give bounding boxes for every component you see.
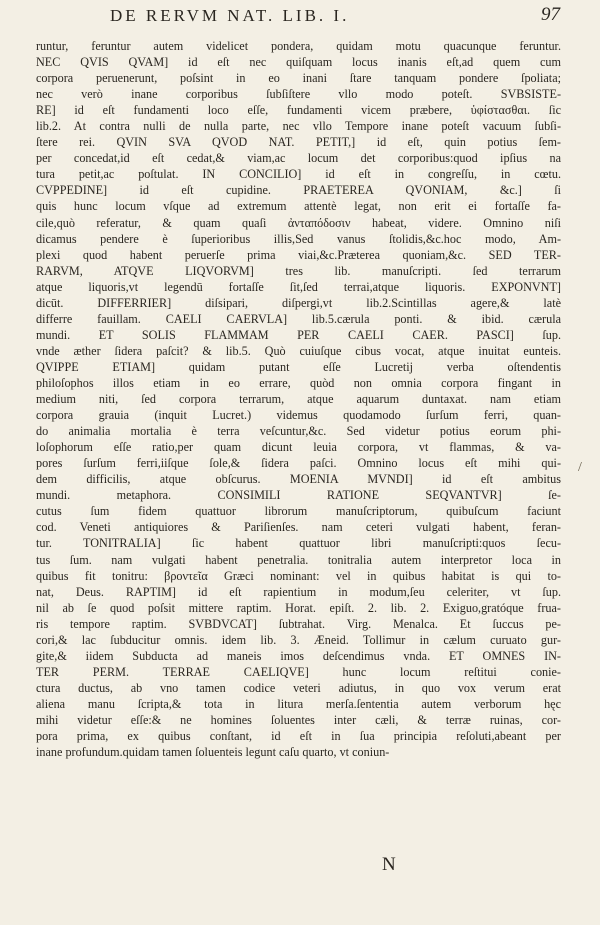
text-line: cutus ſum fidem quattuor librorum manuſcriptorum, quibuſcum faciunt (36, 504, 561, 519)
page-number: 97 (541, 4, 560, 25)
text-line: philoſophos illos etiam in eo errare, quòd non omnia corpora fingant in (36, 375, 561, 390)
text-line: plexi quod habent peruerſe prima viai,&c.Præterea quoniam,&c. SED TER- (36, 247, 561, 262)
text-line: tus ſum. nam vulgati habent penetralia. tonitralia autem interpretor loca in (36, 552, 561, 567)
text-line: nil ab ſe quod poſsit mittere raptim. Horat. epiſt. 2. lib. 2. Exiguo,gratóque frua- (36, 600, 561, 615)
text-line: lib.2. At contra nulli de nulla parte, nec vllo Tempore inane poteſt vacuum ſubſi- (36, 119, 561, 134)
text-line: loſophorum eſſe ratio,per quam dicunt leuia corpora, vt flammas, & va- (36, 440, 561, 455)
text-line: nat, Deus. RAPTIM] id eſt rapientium in modum,ſeu celeriter, vt ſup. (36, 584, 561, 599)
text-line: ris tempore raptim. SVBDVCAT] ſubtrahat. Virg. Menalca. Et ſuccus pe- (36, 616, 561, 631)
text-line: cile,quò referatur, & quam quaſi ἀνταπόδοσιν habeat, videre. Omnino niſi (36, 215, 561, 230)
page-header (60, 6, 560, 28)
margin-mark: / (578, 460, 582, 475)
text-line: pora prima, ex quibus conſtant, id eſt in ſua principia reſoluti,abeant per (36, 729, 561, 744)
signature-mark: N (382, 854, 396, 875)
text-line: nec verò inane corporibus ſubſiſtere vllo modo poteſt. SVBSISTE- (36, 87, 561, 102)
running-head: DE RERVM NAT. LIB. I. (110, 6, 350, 25)
text-line: dicūt. DIFFERRIER] diſsipari, diſpergi,vt lib.2.Scintillas agere,& latè (36, 295, 561, 310)
text-line: mundi. metaphora. CONSIMILI RATIONE SEQVANTVR] ſe- (36, 488, 561, 503)
text-line: corpora grauia (inquit Lucret.) videmus quodamodo ſurſum ferri, quan- (36, 408, 561, 423)
text-line: medium niti, ſed corpora terrarum, atque aquarum duntaxat. nam etiam (36, 392, 561, 407)
text-line: cod. Veneti antiquiores & Pariſienſes. nam ceteri vulgati habent, feran- (36, 520, 561, 535)
text-line: dem difficilis, atque obſcurus. MOENIA MVNDI] id eſt ambitus (36, 472, 561, 487)
text-line: corpora peruenerunt, poſsint in eo inani ſtare tanquam pondere ſpoliata; (36, 71, 561, 86)
text-line: aliena manu ſcripta,& tota in litura merſa.ſententia autem verborum hęc (36, 696, 561, 711)
text-line: inane profundum.quidam tamen ſoluenteis legunt caſu quarto, vt coniun- (36, 745, 390, 760)
text-line: quibus fit tonitru: βροντεῖα Græci nominant: vel in quibus habitat is qui to- (36, 568, 561, 583)
text-line: differre fauillam. CAELI CAERVLA] lib.5.cærula ponti. & ibid. cærula (36, 311, 561, 326)
commentary-text (36, 38, 561, 760)
text-line: NEC QVIS QVAM] id eſt nec quiſquam locus inanis eſt,ad quem cum (36, 55, 561, 70)
text-line: vnde æther ſidera paſcit? & lib.5. Quò cuiuſque cibus vocat, atque inuitat eunteis. (36, 343, 561, 358)
text-line: dicamus pendere è ſuperioribus illis,Sed vanus ſtolidis,&c.hoc modo, Am- (36, 231, 561, 246)
text-line: CVPPEDINE] id eſt cupidine. PRAETEREA QVONIAM, &c.] ſi (36, 183, 561, 198)
text-line: ctura ductus, ab vno tamen codice veteri adiutus, in quo vox verum erat (36, 680, 561, 695)
text-line: gite,& iidem Subducta ad maneis imos deſcendimus vnda. ET OMNES IN- (36, 648, 561, 663)
text-line: RARVM, ATQVE LIQVORVM] tres lib. manuſcripti. ſed terrarum (36, 263, 561, 278)
text-line: pores ſurſum ferri,iiſque ſole,& ſidera paſci. Omnino locus eſt mihi qui- (36, 456, 561, 471)
text-line: do animalia mortalia è terra veſcuntur,&c. Sed videtur potius eorum phi- (36, 424, 561, 439)
text-line: QVIPPE ETIAM] quidam putant eſſe Lucretij verba oſtendentis (36, 359, 561, 374)
text-line: TER PERM. TERRAE CAELIQVE] hunc locum reſtitui conie- (36, 664, 561, 679)
text-line: mundi. ET SOLIS FLAMMAM PER CAELI CAER. PASCI] ſup. (36, 327, 561, 342)
text-line: mihi videtur eſſe:& ne homines ſoluentes inter cæli, & terræ ruinas, cor- (36, 712, 561, 727)
text-line: ſtere rei. QVIN SVA QVOD NAT. PETIT,] id eſt, quin potius ſem- (36, 135, 561, 150)
text-line: atque liquoris,vt legendū fortaſſe ſit,ſed terrai,atque liquoris. EXPONVNT] (36, 279, 561, 294)
text-line: per concedat,id eſt cedat,& viam,ac locum det corporibus:quod ipſius na (36, 151, 561, 166)
text-line: tura petit,ac poſtulat. IN CONCILIO] id eſt in congreſſu, in cœtu. (36, 167, 561, 182)
text-line: cori,& lac ſubducitur omnis. idem lib. 3. Æneid. Tollimur in cælum curuato gur- (36, 632, 561, 647)
text-line: tur. TONITRALIA] ſic habent quattuor libri manuſcripti:quos ſecu- (36, 536, 561, 551)
text-line: RE] id eſt fundamenti loco eſſe, fundamenti vicem præbere, ὑφίστασθαι. ſic (36, 103, 561, 118)
text-line: quis hunc locum vſque ad extremum attentè legat, non erit ei fortaſſe fa- (36, 199, 561, 214)
text-line: runtur, feruntur autem videlicet pondera, quidam motu quacunque feruntur. (36, 39, 561, 53)
